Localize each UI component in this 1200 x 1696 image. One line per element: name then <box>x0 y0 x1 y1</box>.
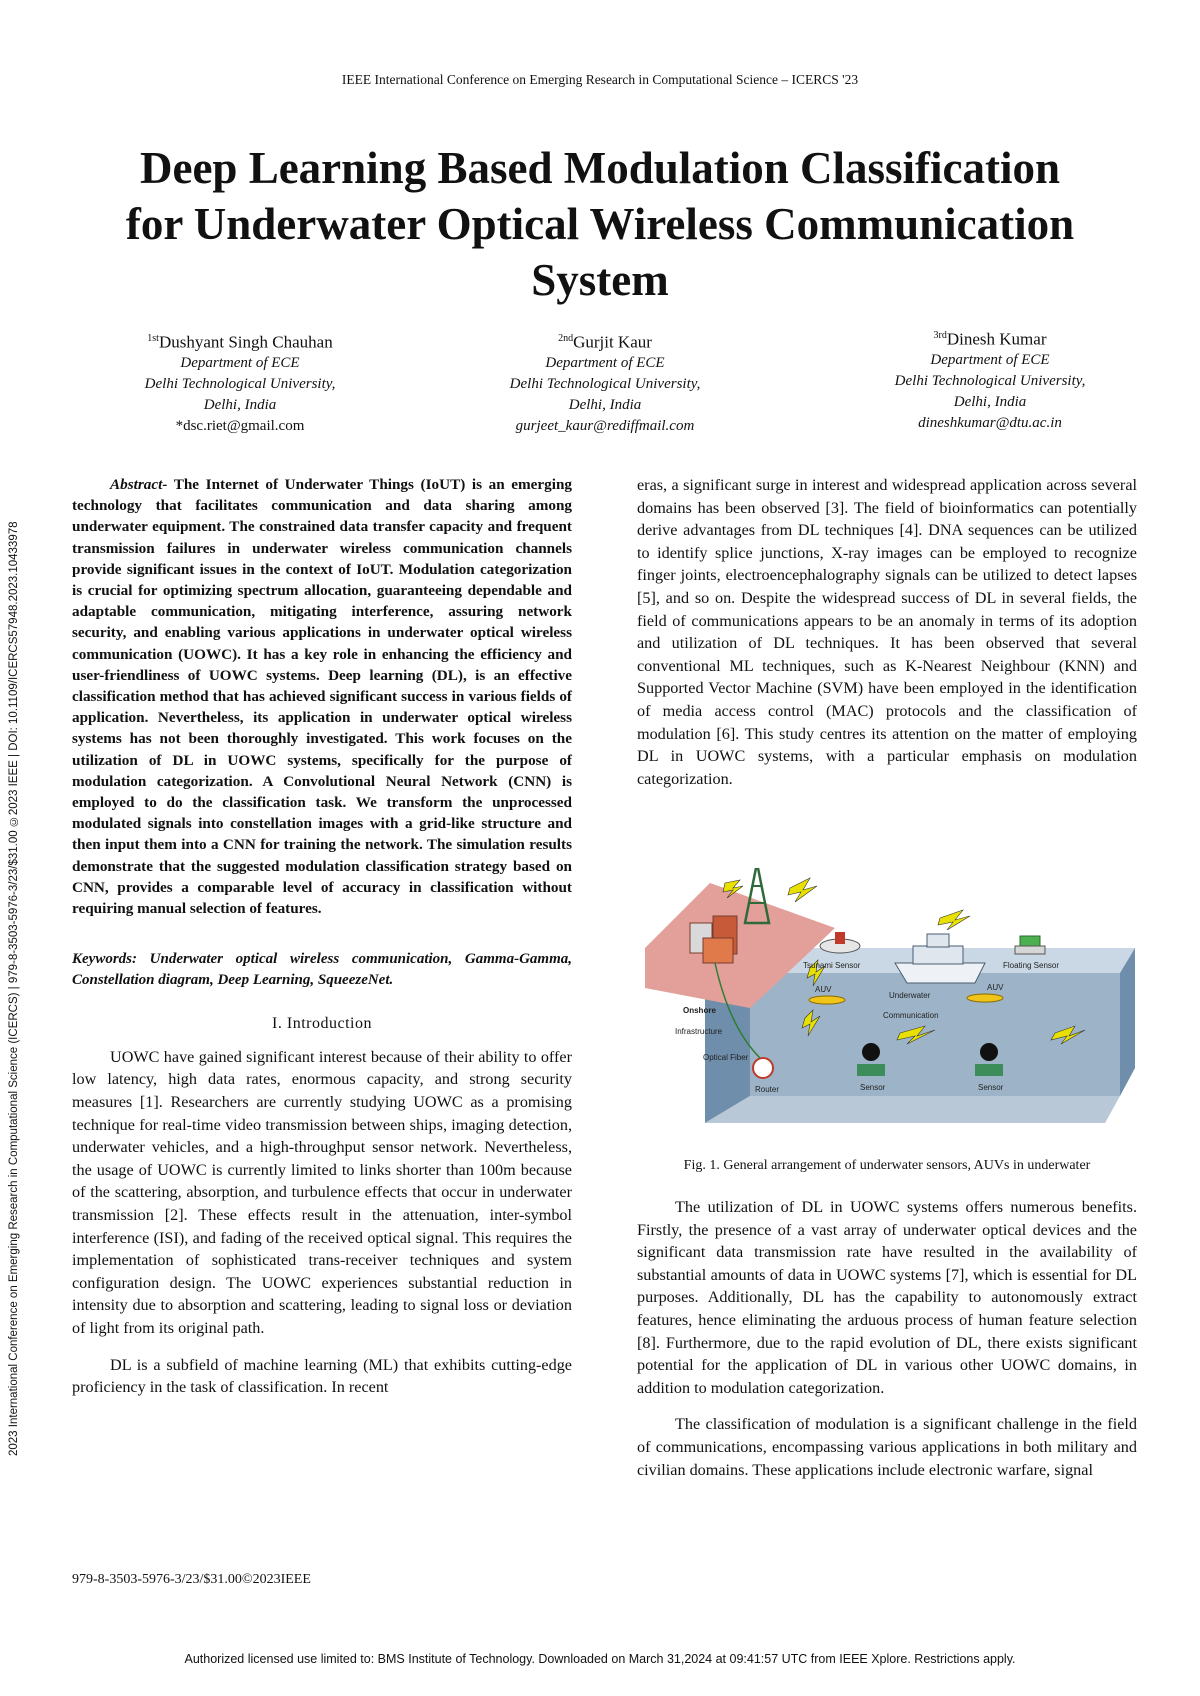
title-line-2: for Underwater Optical Wireless Communication <box>125 199 1075 249</box>
author-location: Delhi, India <box>203 396 277 413</box>
label-auv-1: AUV <box>815 985 832 994</box>
keywords: Keywords: Underwater optical wireless communication, Gamma-Gamma, Constellation diagram, Deep Learning, SqueezeNet. <box>72 951 572 989</box>
intro-paragraph-2: DL is a subfield of machine learning (ML) that exhibits cutting-edge proficiency in the task of classification. In recent <box>72 1355 572 1397</box>
author-dept: Department of ECE <box>180 354 300 371</box>
right-paragraph-2: The utilization of DL in UOWC systems offers numerous benefits. Firstly, the presence of a vast array of underwater optical devices and the significant data transmission rate have resulted in the availability of substantial amounts of data in UOWC systems [7], which is essential for DL purposes. Additionally, DL has the capability to autonomously extract features, hence eliminating the arduous process of human feature selection [8]. Furthermore, due to the rapid evolution of DL, there exists significant potential for the application of DL in various other UOWC domains, in addition to modulation categorization. <box>637 1198 1137 1397</box>
router-icon <box>753 1058 773 1078</box>
title-line-3: System <box>531 255 669 305</box>
right-paragraph-1: eras, a significant surge in interest and widespread application across several domains has been observed [3]. The field of bioinformatics can potentially derive advantages from DL techniques [4]. DNA sequences can be utilized to identify splice junctions, X-ray images can be employed to recognize finger joints, electroencephalography signals can be utilized to detect lapses [5], and so on. Despite the widespread success of DL in several fields, the field of communications appears to be an anomaly in terms of its adoption and utilization of DL techniques. It has been observed that several conventional ML techniques, such as K-Nearest Neighbour (KNN) and Supported Vector Machine (SVM) have been employed in the identification of media access control (MAC) protocols and the classification of modulation [6]. This study centres its attention on the matter of employing DL in UOWC systems, with a particular emphasis on modulation categorization. <box>637 476 1137 788</box>
figure-caption: Fig. 1. General arrangement of underwater sensors, AUVs in underwater <box>683 1158 1091 1173</box>
abstract-text: The Internet of Underwater Things (IoUT) is an emerging technology that facilitates communication and data sharing among underwater equipment. The constrained data transfer capacity and frequent transmission failures in underwater wireless communication channels provide significant issues in the context of IoUT. Modulation categorization is crucial for optimizing spectrum allocation, guaranteeing dependable and adaptable communication, mitigating interference, assuring network security, and enabling various applications in underwater optical wireless communication (UOWC). It has a key role in enhancing the efficiency and user-friendliness of UOWC systems. Deep learning (DL), is an effective classification method that has achieved significant success in various fields of application. Nevertheless, its application in underwater optical wireless systems has not been thoroughly investigated. This work focuses on the utilization of DL in UOWC systems, specifically for the purpose of modulation categorization. A Convolutional Neural Network (CNN) is employed to do the classification task. We transform the unprocessed modulated signals into constellation images with a grid-like structure and then input them into a CNN for training the network. The simulation results demonstrate that the suggested modulation classification strategy based on CNN, provides a comparable level of accuracy in classification without requiring manual selection of features. <box>72 476 572 918</box>
abstract <box>72 474 572 919</box>
auv-icon-1 <box>809 996 845 1004</box>
floating-sensor-icon <box>1015 936 1045 954</box>
label-fiber: Optical Fiber <box>703 1053 749 1062</box>
right-column-lower <box>637 1196 1137 1481</box>
sidebar-doi: 2023 International Conference on Emerging Research in Computational Science (ICERCS) | 979-8-3503-5976-3/23/$31.00 ©2023 IEEE | DOI: 10.1109/ICERCS57948.2023.10433978 <box>8 521 20 1456</box>
author-name: $^{3rd}$Dinesh Kumar <box>933 329 1047 349</box>
title-line-1: Deep Learning Based Modulation Classification <box>139 143 1061 193</box>
sea-floor <box>705 1096 1120 1123</box>
label-sensor-1: Sensor <box>860 1083 886 1092</box>
author-location: Delhi, India <box>953 393 1027 410</box>
water-right-wall <box>1120 948 1135 1096</box>
label-communication: Communication <box>883 1011 939 1020</box>
figure-underwater-network <box>645 868 1135 1126</box>
author-dept: Department of ECE <box>545 354 665 371</box>
label-underwater: Underwater <box>889 991 931 1000</box>
auv-icon-2 <box>967 994 1003 1002</box>
author-institution: Delhi Technological University, <box>144 375 336 392</box>
author-block-3 <box>840 325 1140 434</box>
author-institution: Delhi Technological University, <box>509 375 701 392</box>
author-block-1 <box>90 328 390 437</box>
copyright-line: 979-8-3503-5976-3/23/$31.00©2023IEEE <box>72 1572 311 1587</box>
author-name: $^{1st}$Dushyant Singh Chauhan <box>147 332 333 352</box>
label-router: Router <box>755 1085 780 1094</box>
right-paragraph-3: The classification of modulation is a significant challenge in the field of communications, encompassing various applications in both military and civilian domains. These applications include electronic warfare, signal <box>637 1415 1137 1479</box>
label-sensor-2: Sensor <box>978 1083 1004 1092</box>
label-floating: Floating Sensor <box>1003 961 1060 970</box>
intro-paragraph-1: UOWC have gained significant interest because of their ability to offer low latency, high data rates, enormous capacity, and strong security measures [1]. Researchers are currently studying UOWC as a promising technique for real-time video transmission between ships, imaging detection, underwater vehicles, and a high-throughput sensor network. Nevertheless, the usage of UOWC is currently limited to links shorter than 100m because of the scattering, absorption, and turbulence effects that occur in underwater transmission [2]. These effects result in the attenuation, inter-symbol interference (ISI), and fading of the received optical signal. This requires the implementation of sophisticated trans-receiver techniques and system configuration design. The UOWC experiences substantial reduction in intensity due to absorption and scattering, leading to signal loss or deviation of light from its original path. <box>72 1047 572 1337</box>
label-auv-2: AUV <box>987 983 1004 992</box>
author-location: Delhi, India <box>568 396 642 413</box>
author-email: gurjeet_kaur@rediffmail.com <box>515 417 695 434</box>
author-email: *dsc.riet@gmail.com <box>175 417 305 434</box>
author-name: $^{2nd}$Gurjit Kaur <box>558 332 652 352</box>
label-infra: Infrastructure <box>675 1027 723 1036</box>
author-block-2 <box>455 328 755 437</box>
author-email: dineshkumar@dtu.ac.in <box>918 414 1062 431</box>
author-dept: Department of ECE <box>930 351 1050 368</box>
paper-title <box>60 140 1140 308</box>
author-institution: Delhi Technological University, <box>894 372 1086 389</box>
section-heading: I. Introduction <box>272 1015 372 1033</box>
left-column <box>72 474 572 1399</box>
abstract-label: Abstract- <box>110 476 168 493</box>
label-tsunami: Tsunami Sensor <box>803 961 861 970</box>
label-onshore: Onshore <box>683 1006 716 1015</box>
right-column <box>637 474 1137 790</box>
conference-header: IEEE International Conference on Emerging Research in Computational Science – ICERCS '23 <box>341 72 859 87</box>
license-footer: Authorized licensed use limited to: BMS Institute of Technology. Downloaded on March 31,2024 at 09:41:57 UTC from IEEE Xplore. Restrictions apply. <box>184 1652 1016 1666</box>
